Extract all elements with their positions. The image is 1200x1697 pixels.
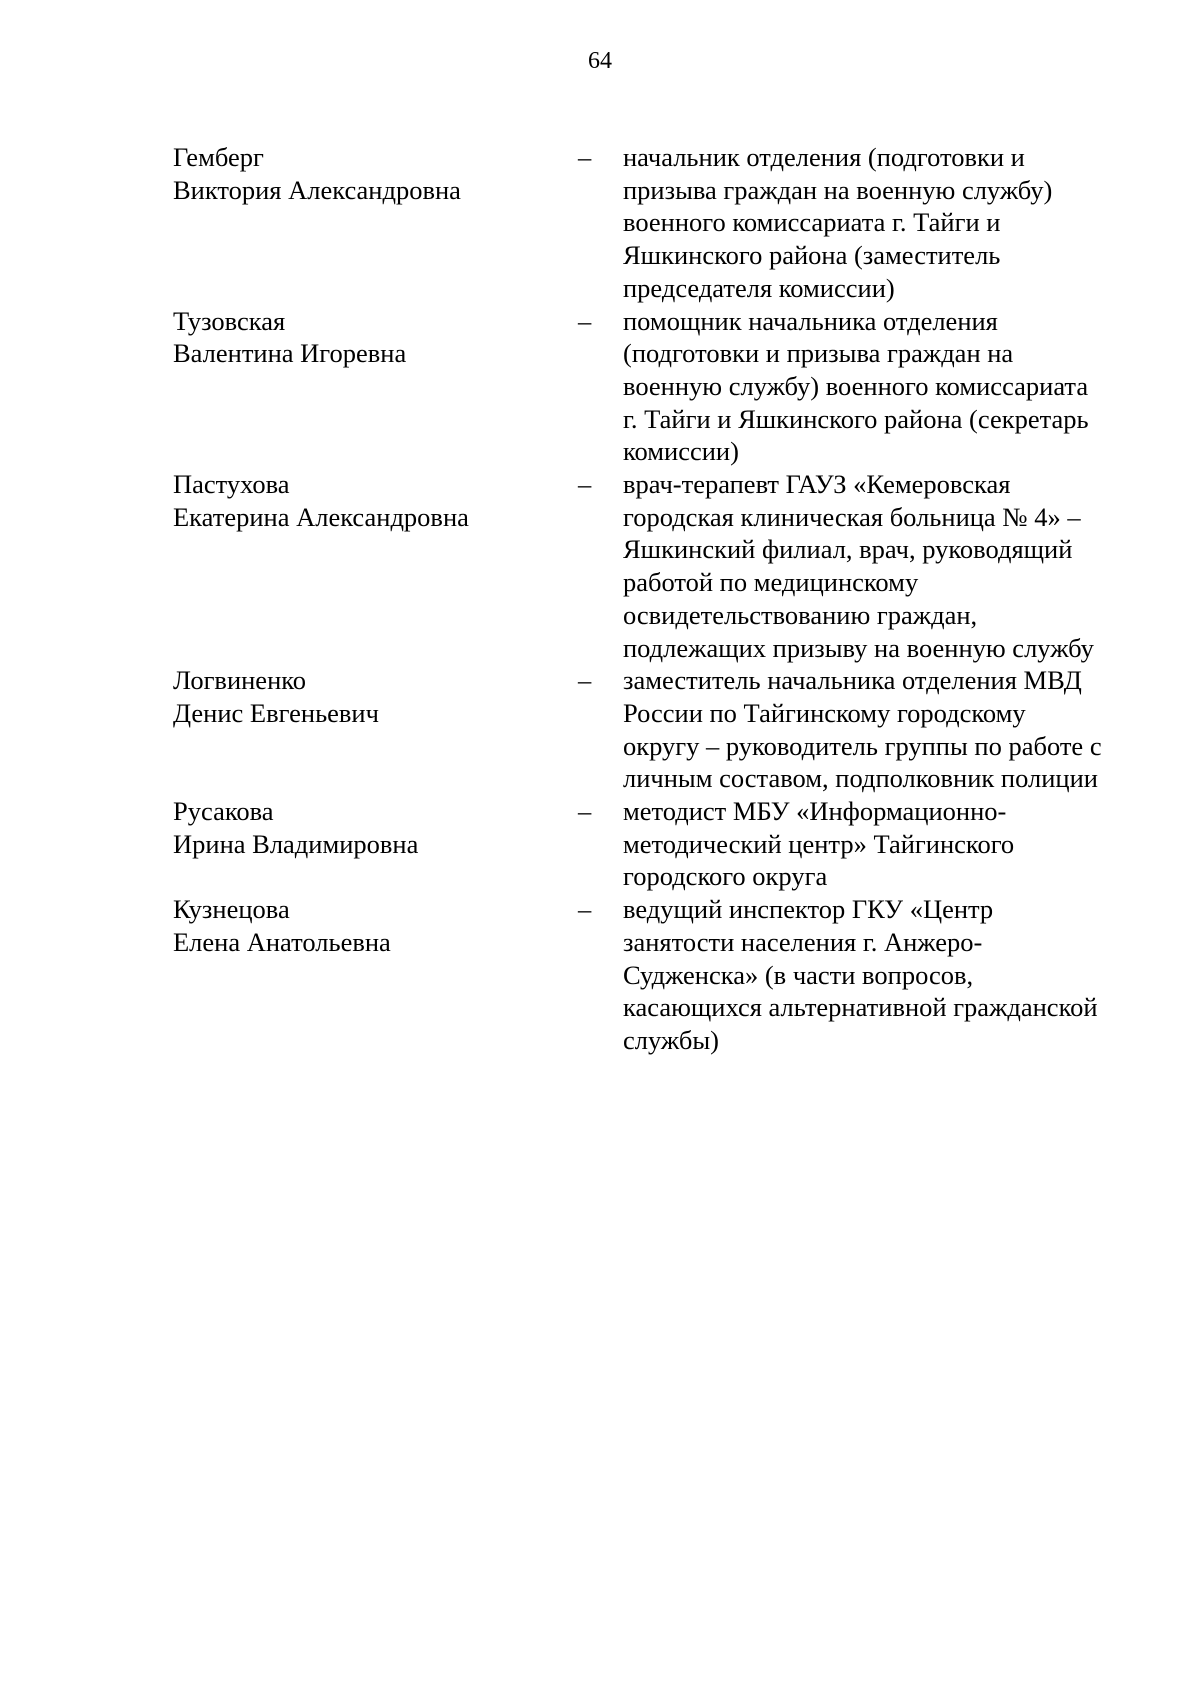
member-dash: – (578, 469, 592, 500)
member-role-line: (подготовки и призыва граждан на (623, 338, 1014, 369)
member-role-line: врач-терапевт ГАУЗ «Кемеровская (623, 469, 1011, 500)
member-role-line: Яшкинского района (заместитель (623, 240, 1001, 271)
member-entry (173, 893, 1133, 1057)
member-surname: Кузнецова (173, 894, 290, 925)
member-surname: Русакова (173, 796, 274, 827)
member-given-names: Ирина Владимировна (173, 828, 419, 859)
member-entry (173, 664, 1133, 795)
member-entry (173, 468, 1133, 664)
member-given-names: Денис Евгеньевич (173, 697, 379, 728)
member-surname: Тузовская (173, 305, 286, 336)
member-role-line: подлежащих призыву на военную службу (623, 632, 1094, 663)
member-role-line: Яшкинский филиал, врач, руководящий (623, 534, 1073, 565)
member-name (173, 468, 578, 533)
member-entry (173, 795, 1133, 893)
member-role (623, 468, 1118, 664)
member-dash: – (578, 665, 592, 696)
member-role-line: касающихся альтернативной гражданской (623, 992, 1098, 1023)
member-name (173, 664, 578, 729)
member-given-names: Екатерина Александровна (173, 501, 469, 532)
member-role-line: занятости населения г. Анжеро- (623, 926, 983, 957)
member-role-line: военную службу) военного комиссариата (623, 370, 1089, 401)
member-name (173, 141, 578, 206)
member-role (623, 893, 1118, 1057)
member-role-line: военного комиссариата г. Тайги и (623, 207, 1001, 238)
member-dash: – (578, 796, 592, 827)
member-role-line: комиссии) (623, 436, 739, 467)
member-role-line: помощник начальника отделения (623, 305, 998, 336)
member-role-line: методический центр» Тайгинского (623, 828, 1015, 859)
member-role-line: ведущий инспектор ГКУ «Центр (623, 894, 994, 925)
member-role-line: личным составом, подполковник полиции (623, 763, 1098, 794)
member-entry (173, 305, 1133, 469)
member-role (623, 795, 1118, 893)
member-dash: – (578, 142, 592, 172)
member-role-line: городская клиническая больница № 4» – (623, 501, 1081, 532)
member-role-line: службы) (623, 1024, 719, 1055)
member-role-line: заместитель начальника отделения МВД (623, 665, 1082, 696)
member-name (173, 893, 578, 958)
member-surname: Пастухова (173, 469, 290, 500)
member-role-line: освидетельствованию граждан, (623, 599, 978, 630)
member-role-line: работой по медицинскому (623, 567, 919, 598)
member-role-line: округу – руководитель группы по работе с (623, 730, 1102, 761)
member-entry (173, 141, 1133, 305)
member-dash: – (578, 305, 592, 336)
member-name (173, 795, 578, 860)
member-role (623, 664, 1118, 795)
member-role (623, 305, 1118, 469)
member-role-line: г. Тайги и Яшкинского района (секретарь (623, 403, 1089, 434)
member-role (623, 141, 1118, 305)
member-role-line: председателя комиссии) (623, 272, 895, 303)
member-name (173, 305, 578, 370)
page-number: 64 (588, 48, 612, 74)
member-given-names: Елена Анатольевна (173, 926, 391, 957)
member-role-line: городского округа (623, 861, 828, 892)
member-role-line: начальник отделения (подготовки и (623, 142, 1025, 172)
member-dash: – (578, 894, 592, 925)
member-role-line: России по Тайгинскому городскому (623, 697, 1026, 728)
member-role-line: методист МБУ «Информационно- (623, 796, 1007, 827)
member-given-names: Виктория Александровна (173, 174, 461, 205)
member-surname: Гемберг (173, 142, 264, 172)
commission-member-list (173, 141, 1133, 1057)
member-given-names: Валентина Игоревна (173, 338, 407, 369)
member-role-line: Судженска» (в части вопросов, (623, 959, 974, 990)
member-role-line: призыва граждан на военную службу) (623, 174, 1053, 205)
member-surname: Логвиненко (173, 665, 307, 696)
